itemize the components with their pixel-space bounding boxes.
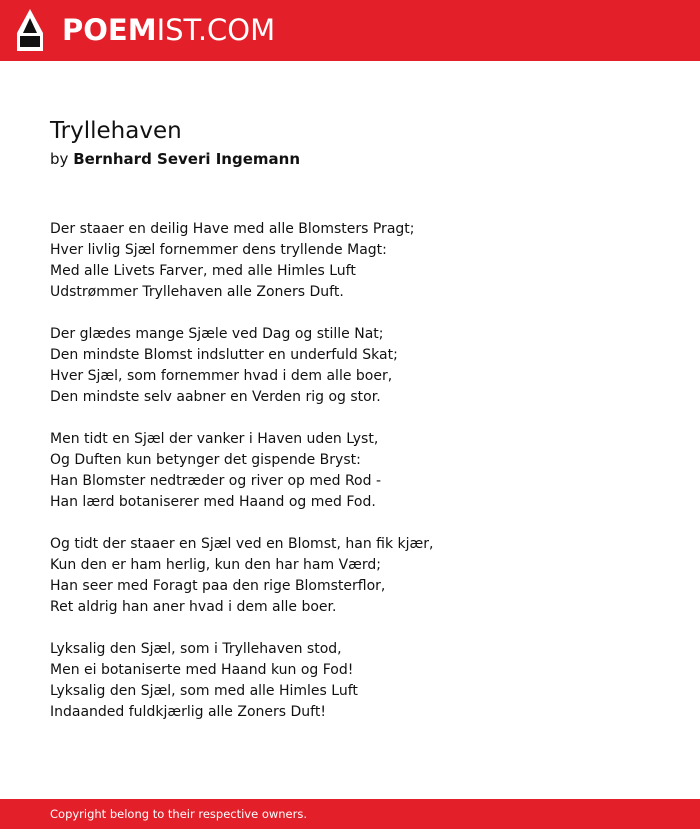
poem-line: Der glædes mange Sjæle ved Dag og stille Nat;: [50, 326, 384, 342]
poem-line: Der staaer en deilig Have med alle Blomsters Pragt;: [50, 221, 415, 237]
copyright-notice: Copyright belong to their respective owners.: [50, 807, 308, 821]
stanza: [50, 429, 670, 513]
poem-line: Men ei botaniserte med Haand kun og Fod!: [50, 662, 354, 678]
poem-line: Han seer med Foragt paa den rige Blomsterflor,: [50, 578, 386, 594]
poem-line: Lyksalig den Sjæl, som med alle Himles Luft: [50, 683, 358, 699]
stanza: [50, 324, 670, 408]
stanza: [50, 534, 670, 618]
poem-line: Hver Sjæl, som fornemmer hvad i dem alle boer,: [50, 368, 393, 384]
poem-line: Ret aldrig han aner hvad i dem alle boer.: [50, 599, 337, 615]
by-label: by: [50, 150, 69, 168]
poem-line: Lyksalig den Sjæl, som i Tryllehaven stod,: [50, 641, 342, 657]
poem-line: Den mindste Blomst indslutter en underfuld Skat;: [50, 347, 398, 363]
site-footer: [0, 799, 700, 829]
poem-line: Men tidt en Sjæl der vanker i Haven uden Lyst,: [50, 431, 379, 447]
site-header: [0, 0, 700, 61]
poem-line: Og tidt der staaer en Sjæl ved en Blomst, han fik kjær,: [50, 536, 434, 552]
poem-line: Indaanded fuldkjærlig alle Zoners Duft!: [50, 704, 326, 720]
logo-light-text: IST.COM: [156, 13, 276, 47]
poem-title: Tryllehaven: [50, 118, 182, 144]
poem-line: Kun den er ham herlig, kun den har ham Værd;: [50, 557, 382, 573]
stanza: [50, 219, 670, 303]
poem-byline: [50, 149, 300, 169]
logo-bold-text: POEM: [62, 13, 157, 47]
author-name: Bernhard Severi Ingemann: [73, 150, 300, 168]
poem-line: Han Blomster nedtræder og river op med Rod -: [50, 473, 381, 489]
poem-line: Han lærd botaniserer med Haand og med Fod.: [50, 494, 376, 510]
pencil-logo-icon[interactable]: [17, 9, 43, 51]
site-logo-link[interactable]: [62, 13, 275, 47]
poem-line: Hver livlig Sjæl fornemmer dens tryllende Magt:: [50, 242, 387, 258]
poem-body: [50, 219, 670, 744]
stanza: [50, 639, 670, 723]
poem-line: Den mindste selv aabner en Verden rig og stor.: [50, 389, 381, 405]
poem-line: Udstrømmer Tryllehaven alle Zoners Duft.: [50, 284, 344, 300]
poem-line: Med alle Livets Farver, med alle Himles Luft: [50, 263, 356, 279]
poem-line: Og Duften kun betynger det gispende Bryst:: [50, 452, 361, 468]
